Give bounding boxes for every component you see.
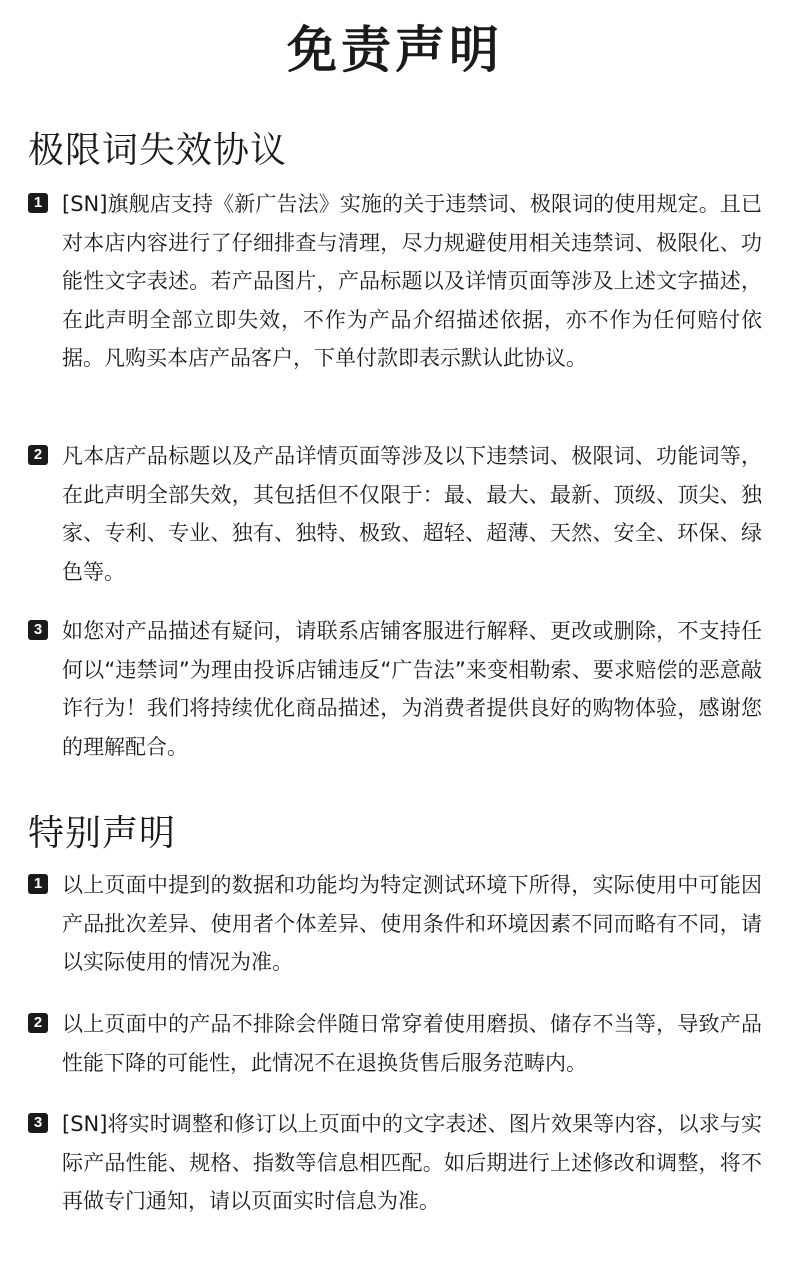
clause-2 <box>28 437 768 591</box>
number-badge-1: 1 <box>28 874 48 894</box>
section-heading-limit-words: 极限词失效协议 <box>28 130 288 171</box>
page-title: 免责声明 <box>287 21 503 79</box>
number-badge-3: 3 <box>28 1113 48 1133</box>
number-badge-3: 3 <box>28 620 48 640</box>
number-badge-2: 2 <box>28 445 48 465</box>
statement-text: 以上页面中提到的数据和功能均为特定测试环境下所得，实际使用中可能因产品批次差异、使用者个体差异、使用条件和环境因素不同而略有不同，请以实际使用的情况为准。 <box>62 873 762 974</box>
clause-text: 如您对产品描述有疑问，请联系店铺客服进行解释、更改或删除，不支持任何以“违禁词”为理由投诉店铺违反“广告法”来变相勒索、要求赔偿的恶意敲诈行为！我们将持续优化商品描述，为消费者提供良好的购物体验，感谢您的理解配合。 <box>62 619 762 759</box>
statement-text: 以上页面中的产品不排除会伴随日常穿着使用磨损、储存不当等，导致产品性能下降的可能性，此情况不在退换货售后服务范畴内。 <box>62 1012 762 1075</box>
statement-1 <box>28 866 768 982</box>
statement-3 <box>28 1105 768 1221</box>
number-badge-2: 2 <box>28 1013 48 1033</box>
clause-3 <box>28 612 768 766</box>
clause-text: [SN]旗舰店支持《新广告法》实施的关于违禁词、极限词的使用规定。且已对本店内容进行了仔细排查与清理，尽力规避使用相关违禁词、极限化、功能性文字表述。若产品图片，产品标题以及详情页面等涉及上述文字描述，在此声明全部立即失效，不作为产品介绍描述依据，亦不作为任何赔付依据。凡购买本店产品客户，下单付款即表示默认此协议。 <box>62 192 762 370</box>
section-heading-special-statement: 特别声明 <box>28 813 177 854</box>
clause-1 <box>28 185 768 378</box>
number-badge-1: 1 <box>28 193 48 213</box>
statement-2 <box>28 1005 768 1082</box>
clause-text: 凡本店产品标题以及产品详情页面等涉及以下违禁词、极限词、功能词等，在此声明全部失效，其包括但不仅限于：最、最大、最新、顶级、顶尖、独家、专利、专业、独有、独特、极致、超轻、超薄、天然、安全、环保、绿色等。 <box>62 444 762 584</box>
statement-text: [SN]将实时调整和修订以上页面中的文字表述、图片效果等内容，以求与实际产品性能、规格、指数等信息相匹配。如后期进行上述修改和调整，将不再做专门通知，请以页面实时信息为准。 <box>62 1112 762 1213</box>
